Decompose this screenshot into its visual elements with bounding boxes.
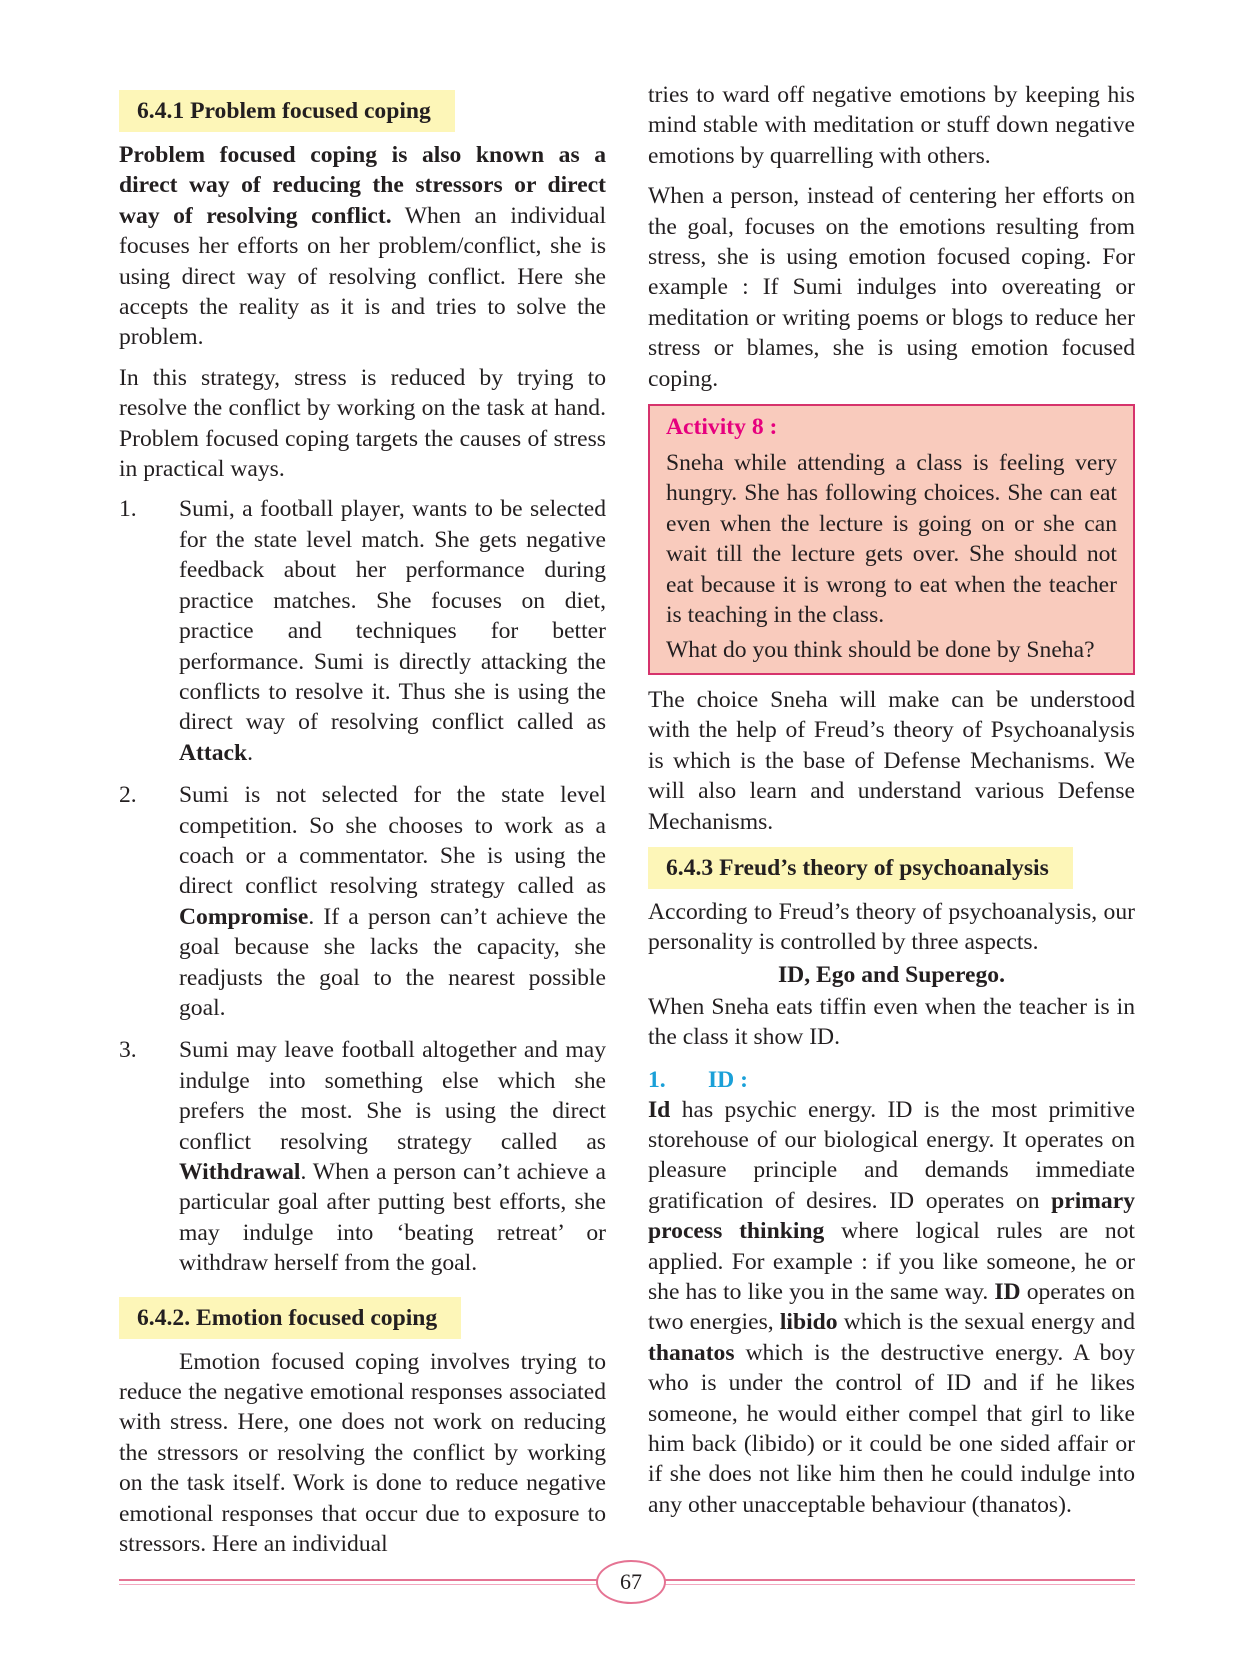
text: . When a person can’t achieve a particular goal after putting best efforts, she may indulge into ‘beating retreat’ or withdraw herself from the goal.	[179, 1159, 606, 1277]
bold-text: Withdrawal	[179, 1159, 301, 1185]
text: which is the sexual energy and	[837, 1309, 1136, 1336]
bold-text: Compromise	[179, 903, 309, 930]
bold-text: Problem focused coping is also known as a direct way of reducing the stressors or direct way of resolving conflict.	[119, 142, 606, 229]
text: Sumi is not selected for the state level competition. So she chooses to work as a coach or a commentator. She is using the direct conflict resolving strategy called as	[179, 782, 606, 900]
page-number: 67	[596, 1560, 666, 1604]
subheading-number: 1.	[648, 1066, 666, 1093]
list-number: 3.	[119, 1037, 137, 1064]
list-number: 2.	[119, 782, 137, 809]
text: Sumi, a football player, wants to be selected for the state level match. She gets negative feedback about her performance during practice matches. She focuses on diet, practice and techniques for better performance. Sumi is directly attacking the conflicts to resolve it. Thus she is using the direct way of resolving conflict called as	[179, 496, 606, 736]
list-item	[119, 1035, 606, 1278]
bold-text: Id	[648, 1096, 671, 1123]
paragraph: When Sneha eats tiffin even when the teacher is in the class it show ID.	[648, 993, 1135, 1051]
left-column	[119, 84, 606, 1559]
centered-bold-line: ID, Ego and Superego.	[777, 961, 1006, 988]
text: .	[247, 739, 254, 766]
text: . If a person can’t achieve the goal because she lacks the capacity, she readjusts the goal to the nearest possible goal.	[179, 903, 606, 1021]
bold-text: Attack	[179, 739, 248, 766]
bold-text: thanatos	[648, 1339, 735, 1366]
paragraph: The choice Sneha will make can be understood with the help of Freud’s theory of Psychoanalysis is which is the base of Defense Mechanisms. We will also learn and understand various Defense Mechanisms.	[648, 686, 1135, 835]
text: Sumi may leave football altogether and may indulge into something else which she prefers the most. She is using the direct conflict resolving strategy called as	[179, 1037, 606, 1155]
paragraph: tries to ward off negative emotions by keeping his mind stable with meditation or stuff down negative emotions by quarrelling with others.	[648, 82, 1135, 169]
subheading-id	[648, 1065, 1135, 1095]
text: operates on two energies,	[648, 1279, 1135, 1336]
paragraph: When a person, instead of centering her efforts on the goal, focuses on the emotions resulting from stress, she is using emotion focused coping. For example : If Sumi indulges into overeating or meditation or writing poems or blogs to reduce her stress or blames, she is using emotion focused coping.	[648, 183, 1135, 392]
bold-text: primary process thinking	[648, 1187, 1135, 1245]
activity-text: Sneha while attending a class is feeling very hungry. She has following choices. She can eat even when the lecture is going on or she can wait till the lecture gets over. She should not eat because it is wrong to eat when the teacher is teaching in the class.	[666, 450, 1117, 629]
section-heading-emotion-focused: 6.4.2. Emotion focused coping	[119, 1297, 461, 1339]
activity-title: Activity 8 :	[666, 414, 778, 441]
activity-box	[648, 404, 1135, 675]
text: has psychic energy. ID is the most primitive storehouse of our biological energy. It operates on pleasure principle and demands immediate gratification of desires. ID operates on	[648, 1096, 1135, 1214]
text: When an individual focuses her efforts on her problem/conflict, she is using direct way of resolving conflict. Here she accepts the reality as it is and tries to solve the problem.	[119, 202, 606, 351]
paragraph: Emotion focused coping involves trying to reduce the negative emotional responses associated with stress. Here, one does not work on reducing the stressors or resolving the conflict by working on the task itself. Work is done to reduce negative emotional responses that occur due to exposure to stressors. Here an individual	[119, 1348, 606, 1558]
bold-text: ID	[994, 1279, 1021, 1305]
subheading-title: ID :	[708, 1066, 748, 1093]
activity-question: What do you think should be done by Sneha?	[666, 636, 1095, 663]
list-item	[119, 780, 606, 1023]
text: where logical rules are not applied. For example : if you like someone, he or she has to like you in the same way.	[648, 1218, 1135, 1305]
paragraph: According to Freud’s theory of psychoanalysis, our personality is controlled by three aspects.	[648, 898, 1135, 956]
paragraph: In this strategy, stress is reduced by trying to resolve the conflict by working on the task at hand. Problem focused coping targets the causes of stress in practical ways.	[119, 364, 606, 483]
list-number: 1.	[119, 496, 137, 523]
paragraph	[119, 140, 606, 353]
bold-text: libido	[779, 1309, 838, 1336]
right-column	[648, 84, 1135, 1520]
list-item	[119, 494, 606, 768]
paragraph	[648, 1095, 1135, 1521]
text: which is the destructive energy. A boy who is under the control of ID and if he likes someone, he would either compel that girl to like him back (libido) or it could be one sided affair or if she does not like him then he could indulge into any other unacceptable behaviour (thanatos).	[648, 1339, 1135, 1518]
section-heading-problem-focused: 6.4.1 Problem focused coping	[119, 90, 455, 132]
section-heading-freud: 6.4.3 Freud’s theory of psychoanalysis	[648, 847, 1073, 889]
